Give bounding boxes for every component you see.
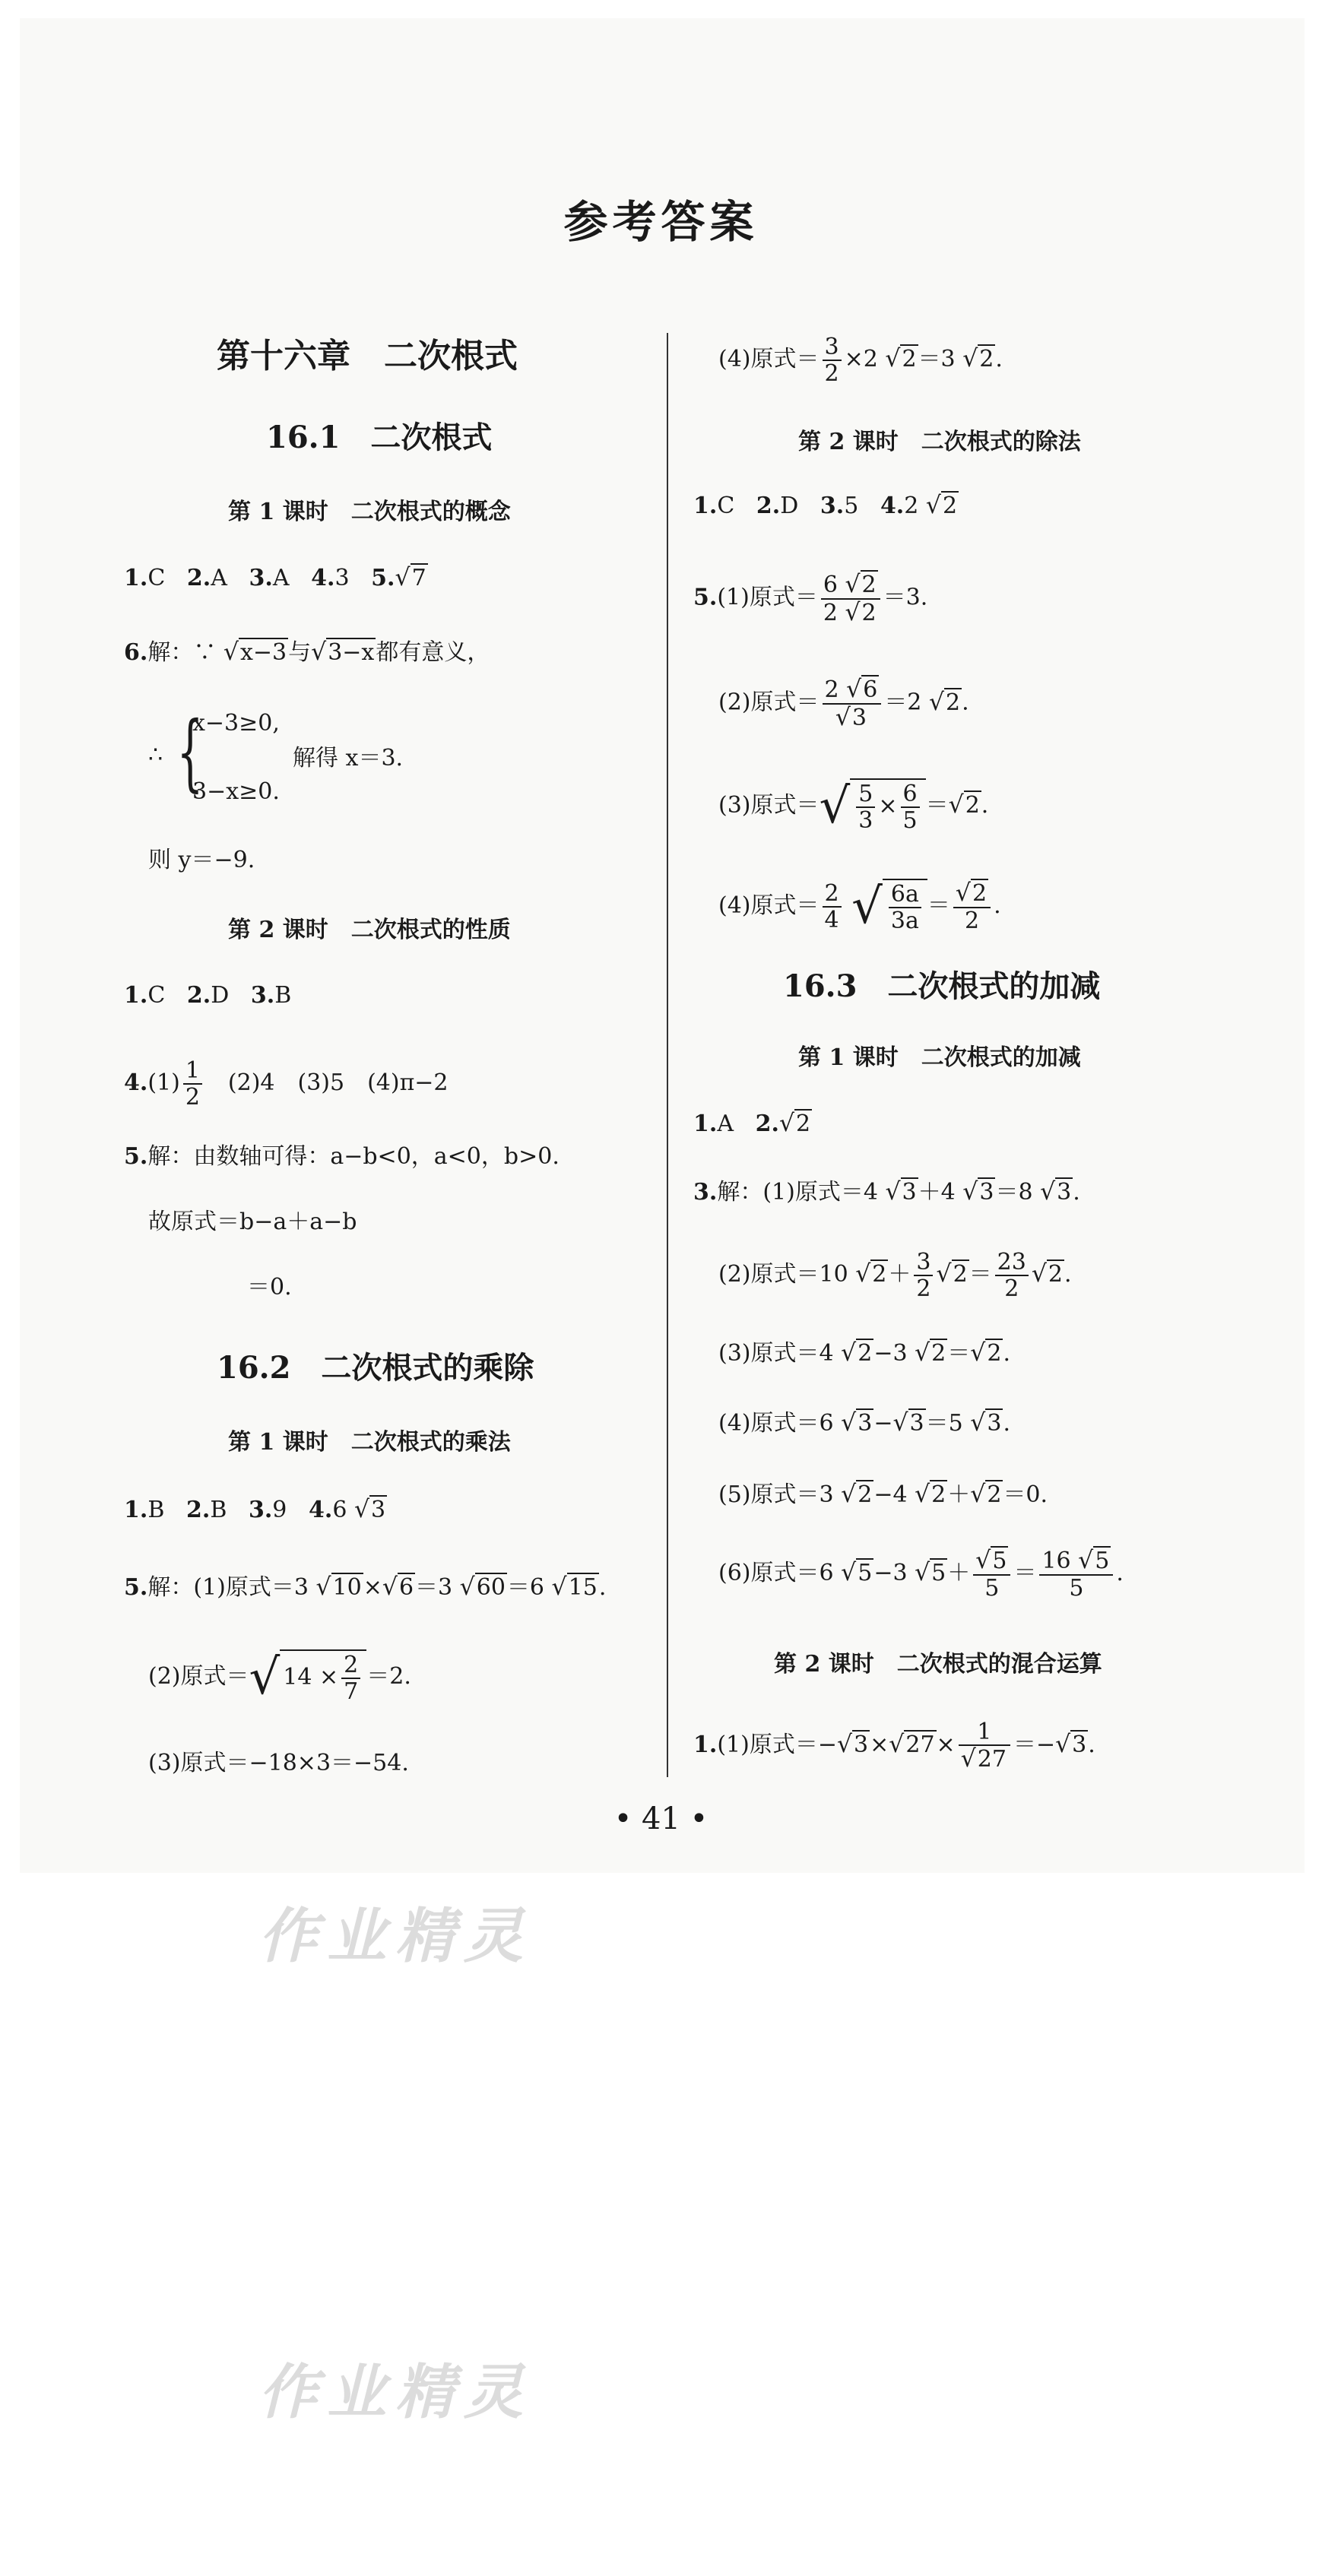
lesson-title: 第 1 课时 二次根式的加减 [798,1044,1081,1071]
answer-line-6: 6.解：∵ √x−3与√3−x都有意义， [124,638,490,666]
column-divider [667,333,668,1777]
answer-line-1-4: 1.B 2.B 3.9 4.6 √3 [124,1496,386,1523]
lesson-title: 第 1 课时 二次根式的乘法 [228,1429,511,1456]
chapter-heading: 第十六章 二次根式 [217,337,518,375]
answer-line-5-3: (3)原式＝√ $\frac{5}{3}$ × $\frac{6}{5}$ ＝√2. [718,778,989,835]
answer-line-4: 4.(1) $\frac{1}{2}$ (2)4 (3)5 (4)π−2 [124,1057,449,1111]
answer-line-5-2: (2)原式＝ $\frac{2 √6}{√3}$ ＝2 √2. [718,676,969,731]
answer-line-6-end: 则 y＝−9. [148,847,255,873]
answer-line-3-1: 3.解：(1)原式＝4 √3＋4 √3＝8 √3. [693,1178,1080,1206]
answer-line-1-5: 1.C 2.A 3.A 4.3 5.√7 [124,564,426,591]
lesson-title: 第 2 课时 二次根式的性质 [228,917,511,943]
answer-line-1-2: 1.A 2.√2 [693,1110,811,1137]
answer-line-3-3: (3)原式＝4 √2−3 √2＝√2. [718,1339,1010,1367]
answer-line-5-result: ＝0. [247,1274,292,1301]
answer-line-4-cont: (4)原式＝ $\frac{3}{2}$ ×2 √2＝3 √2. [718,334,1003,387]
answer-line-5: 5.解：由数轴可得：a−b<0，a<0，b>0. [124,1143,560,1170]
answer-line-5-3: (3)原式＝−18×3＝−54. [148,1750,409,1776]
answer-line-3-5: (5)原式＝3 √2−4 √2＋√2＝0. [718,1481,1048,1508]
page-number: • 41 • [613,1801,709,1836]
answer-line-5-2: (2)原式＝√ 14 × $\frac{2}{7}$ ＝2. [148,1649,411,1706]
answer-line-5-step: 故原式＝b−a＋a−b [148,1209,357,1235]
answer-line-3-2: (2)原式＝10 √2＋ $\frac{3}{2}$ √2＝ $\frac{23}{2}$ √2. [718,1249,1072,1302]
answer-line-1-3: 1.C 2.D 3.B [124,982,292,1009]
lesson-title: 第 2 课时 二次根式的除法 [798,429,1081,455]
answer-line-3-6: (6)原式＝6 √5−3 √5＋ $\frac{√5}{5}$ ＝ $\frac{16 √5}{5}$ . [718,1547,1124,1602]
watermark-logo: 作业精灵 [258,1902,533,1971]
section-heading-16-3: 16.3 二次根式的加减 [783,968,1101,1004]
answer-line-5-1: 5.解：(1)原式＝3 √10×√6＝3 √60＝6 √15. [124,1573,607,1601]
answer-line-1-1: 1.(1)原式＝−√3×√27× $\frac{1}{√27}$ ＝−√3. [693,1719,1095,1773]
answer-line-5-1: 5.(1)原式＝ $\frac{6 √2}{2 √2}$ ＝3. [693,571,928,626]
lesson-title: 第 2 课时 二次根式的混合运算 [774,1651,1102,1678]
answer-line-5-4: (4)原式＝ $\frac{2}{4}$ √ $\frac{6a}{3a}$ ＝ $\frac{√2}{2}$ . [718,879,1001,935]
watermark-logo: 作业精灵 [258,2358,533,2427]
section-heading-16-2: 16.2 二次根式的乘除 [217,1350,534,1386]
answer-line-3-4: (4)原式＝6 √3−√3＝5 √3. [718,1409,1010,1437]
answer-line-1-4: 1.C 2.D 3.5 4.2 √2 [693,492,958,519]
section-heading-16-1: 16.1 二次根式 [266,420,493,455]
lesson-title: 第 1 课时 二次根式的概念 [228,499,511,525]
page-title: 参考答案 [563,196,759,248]
